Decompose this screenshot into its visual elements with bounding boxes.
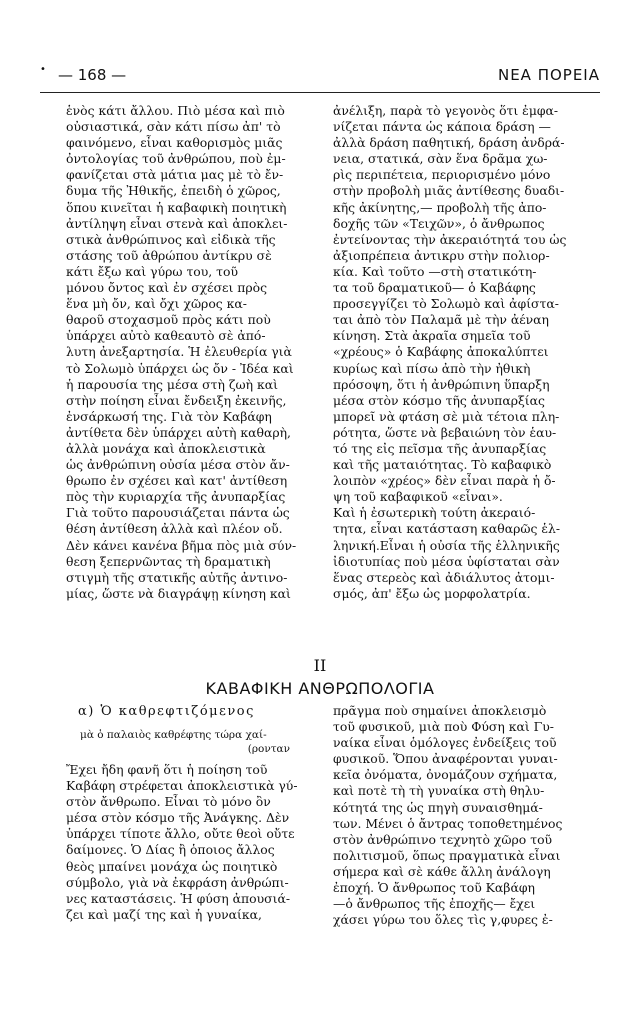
text-line: ὅπου κινεῖται ἡ καβαφικὴ ποιητικὴ <box>66 199 287 215</box>
text-line: ἀλλὰ μονάχα καὶ ἀποκλειστικὰ <box>66 440 266 456</box>
text-line: μόνου ὄντος καὶ ἐν σχέσει πρὸς <box>66 280 268 296</box>
text-line: φανίζεται στὰ μάτια μας μὲ τὸ ἔν- <box>66 167 284 183</box>
header-rule <box>40 92 600 93</box>
text-line: σύμβολο, γιὰ νὰ ἐκφράση ἀνθρώπι- <box>66 874 289 890</box>
text-line: στιγμὴ τῆς στατικῆς αὐτῆς ἀντινο- <box>66 569 288 585</box>
text-line: των. Μένει ὁ ἄντρας τοποθετημένος <box>333 815 563 831</box>
epigraph-line: μὰ ὁ παλαιὸς καθρέφτης τώρα χαί- <box>80 729 267 741</box>
text-line: σμός, ἀπ' ἔξω ὡς μορφολατρία. <box>333 585 531 601</box>
text-line: τητα, εἶναι κατάσταση καθαρῶς ἑλ- <box>333 521 561 537</box>
text-line: ληνική.Εἶναι ἡ οὐσία τῆς ἑλληνικῆς <box>333 537 560 553</box>
text-line: ἀξιοπρέπεια ἀντικρυ στὴν πολιορ- <box>333 247 550 263</box>
text-line: στάσης τοῦ ἀθρώπου ἀντίκρυ σὲ <box>66 247 272 263</box>
text-line: δοχῆς τῶν «Τειχῶν», ὁ ἄνθρωπος <box>333 215 545 231</box>
text-line: ρὶς περιπέτεια, περιορισμένο μόνο <box>333 167 551 183</box>
text-line: ἡ παρουσία της μέσα στὴ ζωὴ καὶ <box>66 376 278 392</box>
text-line: ἰδιοτυπίας ποὺ μέσα ὑφίσταται σὰν <box>333 553 560 569</box>
text-line: προσεγγίζει τὸ Σολωμὸ καὶ ἀφίστα- <box>333 296 559 312</box>
text-line: νες καταστάσεις. Ἡ φύση ἀπουσιά- <box>66 890 291 906</box>
text-line: καὶ τῆς ματαιότητας. Τὸ καβαφικὸ <box>333 457 552 473</box>
text-line: Ἔχει ἤδη φανῆ ὅτι ἡ ποίηση τοῦ <box>66 762 268 777</box>
text-line: τα τοῦ δραματικοῦ— ὁ Καβάφης <box>333 280 536 296</box>
subsection-heading: α) Ὁ καθρεφτιζόμενος <box>78 704 255 719</box>
text-line: φυσικοῦ. Ὅπου ἀναφέρονται γυναι- <box>333 751 558 767</box>
text-line: μίας, ὥστε νὰ διαγράψῃ κίνηση καὶ <box>66 585 291 601</box>
bottom-right-column <box>333 703 581 928</box>
text-line: ὀντολογίας τοῦ ἀνθρώπου, ποὺ ἐμ- <box>66 151 286 167</box>
text-line: ἀντίθετα δὲν ὑπάρχει αὐτὴ καθαρὴ, <box>66 424 291 440</box>
text-line: δυμα τῆς Ἠθικῆς, ἐπειδὴ ὁ χῶρος, <box>66 183 281 199</box>
text-line: Δὲν κάνει κανένα βῆμα πὸς μιὰ σύν- <box>66 537 297 553</box>
top-right-column <box>333 103 581 602</box>
bottom-left-column <box>66 703 314 923</box>
text-line: τὸ Σολωμὸ ὑπάρχει ὡς ὄν - Ἰδέα καὶ <box>66 360 294 376</box>
text-line: ψη τοῦ καβαφικοῦ «εἶναι». <box>333 489 503 505</box>
text-line: ἀλλὰ δράση παθητική, δράση ἀνδρά- <box>333 135 565 151</box>
text-line: πρόσοψη, ὅτι ἡ ἀνθρώπινη ὕπαρξη <box>333 376 550 392</box>
journal-title: ΝΕΑ ΠΟΡΕΙΑ <box>497 66 600 84</box>
text-line: ὑπάρχει αὐτὸ καθεαυτὸ σὲ ἀπό- <box>66 328 266 344</box>
bottom-left-text <box>66 762 314 923</box>
page-number: — 168 — <box>58 66 127 84</box>
text-line: ἐνσάρκωσή της. Γιὰ τὸν Καβάφη <box>66 408 272 424</box>
text-line: στὸν ἀνθρώπινο τεχνητὸ χῶρο τοῦ <box>333 831 553 847</box>
text-line: κεῖα ὀνόματα, ὀνομάζουν σχήματα, <box>333 767 558 783</box>
text-line: ἕνα μὴ ὄν, καὶ ὄχι χῶρος κα- <box>66 296 247 312</box>
text-line: φαινόμενο, εἶναι καθορισμὸς μιᾶς <box>66 135 283 151</box>
text-line: κίνηση. Στὰ ἀκραῖα σημεῖα τοῦ <box>333 328 531 344</box>
text-line: λοιπὸν «χρέος» δὲν εἶναι παρὰ ἡ ὄ- <box>333 473 556 489</box>
text-line: ὡς ἀνθρώπινη οὐσία μέσα στὸν ἄν- <box>66 457 290 473</box>
text-line: ὑπάρχει τίποτε ἄλλο, οὔτε θεοὶ οὔτε <box>66 826 295 842</box>
text-line: κῆς ἀκίνητης,— προβολὴ τῆς ἀπο- <box>333 199 547 215</box>
text-line: στικὰ ἀνθρώπινος καὶ εἰδικὰ τῆς <box>66 231 276 247</box>
text-line: σήμερα καὶ σὲ κάθε ἄλλη ἀνάλογη <box>333 863 551 879</box>
text-line: —ὁ ἄνθρωπος τῆς ἐποχῆς— ἔχει <box>333 896 536 912</box>
text-line: κυρίως καὶ πίσω ἀπὸ τὴν ἠθικὴ <box>333 360 531 376</box>
text-line: θέση ἀντίθεση ἀλλὰ καὶ πλέον οὔ. <box>66 521 283 537</box>
text-line: λυτη ἀνεξαρτησία. Ἡ ἐλευθερία γιὰ <box>66 344 292 360</box>
text-line: «χρέους» ὁ Καβάφης ἀποκαλύπτει <box>333 344 549 360</box>
text-line: ζει καὶ μαζί της καὶ ἡ γυναίκα, <box>66 906 262 922</box>
epigraph-continuation: (ρονταν <box>247 743 290 755</box>
text-line: στὴν προβολὴ μιᾶς ἀντίθεσης δυαδι- <box>333 183 565 199</box>
text-line: θεὸς μπαίνει μονάχα ὡς ποιητικὸ <box>66 858 278 874</box>
top-left-column <box>66 103 314 602</box>
text-line: χάσει γύρω του ὅλες τὶς γ,φυρες ἐ- <box>333 912 553 928</box>
text-line: Καβάφη στρέφεται ἀποκλειστικὰ γύ- <box>66 778 298 794</box>
text-line: Καὶ ἡ ἐσωτερικὴ τούτη ἀκεραιό- <box>333 505 536 521</box>
text-line: νεια, στατικά, σὰν ἕνα δρᾶμα χω- <box>333 151 548 167</box>
text-line: τό της εἰς πεῖσμα τῆς ἀνυπαρξίας <box>333 440 547 456</box>
margin-dot: • <box>40 64 46 75</box>
text-line: ἐντείνοντας τὴν ἀκεραιότητά του ὡς <box>333 231 567 247</box>
text-line: ἕνας στερεὸς καὶ ἀδιάλυτος ἀτομι- <box>333 569 555 585</box>
section-number: II <box>313 656 327 675</box>
text-line: ρότητα, ὥστε νὰ βεβαιώνη τὸν ἑαυ- <box>333 424 557 440</box>
text-line: θεση ξεπερνῶντας τὴ δραματικὴ <box>66 553 271 569</box>
text-line: μπορεῖ νὰ φτάση σὲ μιὰ τέτοια πλη- <box>333 408 560 424</box>
text-line: πολιτισμοῦ, ὅπως πραγματικὰ εἶναι <box>333 847 561 863</box>
text-line: θρωπο ἐν σχέσει καὶ κατ' ἀντίθεση <box>66 473 288 489</box>
text-line: ἑνὸς κάτι ἄλλου. Πιὸ μέσα καὶ πιὸ <box>66 103 285 118</box>
text-line: τοῦ φυσικοῦ, μιὰ ποὺ Φύση καὶ Γυ- <box>333 719 554 735</box>
text-line: ἐποχή. Ὁ ἄνθρωπος τοῦ Καβάφη <box>333 880 535 896</box>
text-line: Γιὰ τοῦτο παρουσιάζεται πάντα ὡς <box>66 505 290 521</box>
text-line: κάτι ἔξω καὶ γύρω του, τοῦ <box>66 263 239 279</box>
text-line: μέσα στὸν κόσμο τῆς ἀνυπαρξίας <box>333 392 545 408</box>
page-header <box>40 66 600 88</box>
text-line: ναίκα εἶναι ὁμόλογες ἐνδείξεις τοῦ <box>333 735 557 751</box>
text-line: ἀνέλιξη, παρὰ τὸ γεγονὸς ὅτι ἐμφα- <box>333 103 559 118</box>
text-line: οὐσιαστικά, σὰν κάτι πίσω ἀπ' τὸ <box>66 119 281 135</box>
text-line: κότητά της ὡς πηγὴ συναισθημά- <box>333 799 543 815</box>
text-line: πρᾶγμα ποὺ σημαίνει ἀποκλεισμὸ <box>333 703 547 718</box>
text-line: θαροῦ στοχασμοῦ πρὸς κάτι ποὺ <box>66 312 271 328</box>
text-line: νίζεται πάντα ὡς κάποια δράση — <box>333 119 551 135</box>
text-line: κία. Καὶ τοῦτο —στὴ στατικότη- <box>333 263 537 279</box>
text-line: στὴν ποίηση εἶναι ἔνδειξη ἐκεινῆς, <box>66 392 287 408</box>
text-line: δαίμονες. Ὁ Δίας ἢ ὁποιος ἄλλος <box>66 842 275 858</box>
section-title: ΚΑΒΑΦΙΚΗ ΑΝΘΡΩΠΟΛΟΓΙΑ <box>205 679 435 698</box>
text-line: μέσα στὸν κόσμο τῆς Ἀνάγκης. Δὲν <box>66 810 290 826</box>
text-line: καὶ ποτὲ τὴ τὴ γυναίκα στὴ θηλυ- <box>333 783 545 799</box>
text-line: στὸν ἄνθρωπο. Εἶναι τὸ μόνο ὂν <box>66 794 271 810</box>
text-line: ται ἀπὸ τὸν Παλαμᾶ μὲ τὴν ἀέναη <box>333 312 549 328</box>
text-line: ἀντίληψη εἶναι στενὰ καὶ ἀποκλει- <box>66 215 288 231</box>
text-line: πὸς τὴν κυριαρχία τῆς ἀνυπαρξίας <box>66 489 286 505</box>
